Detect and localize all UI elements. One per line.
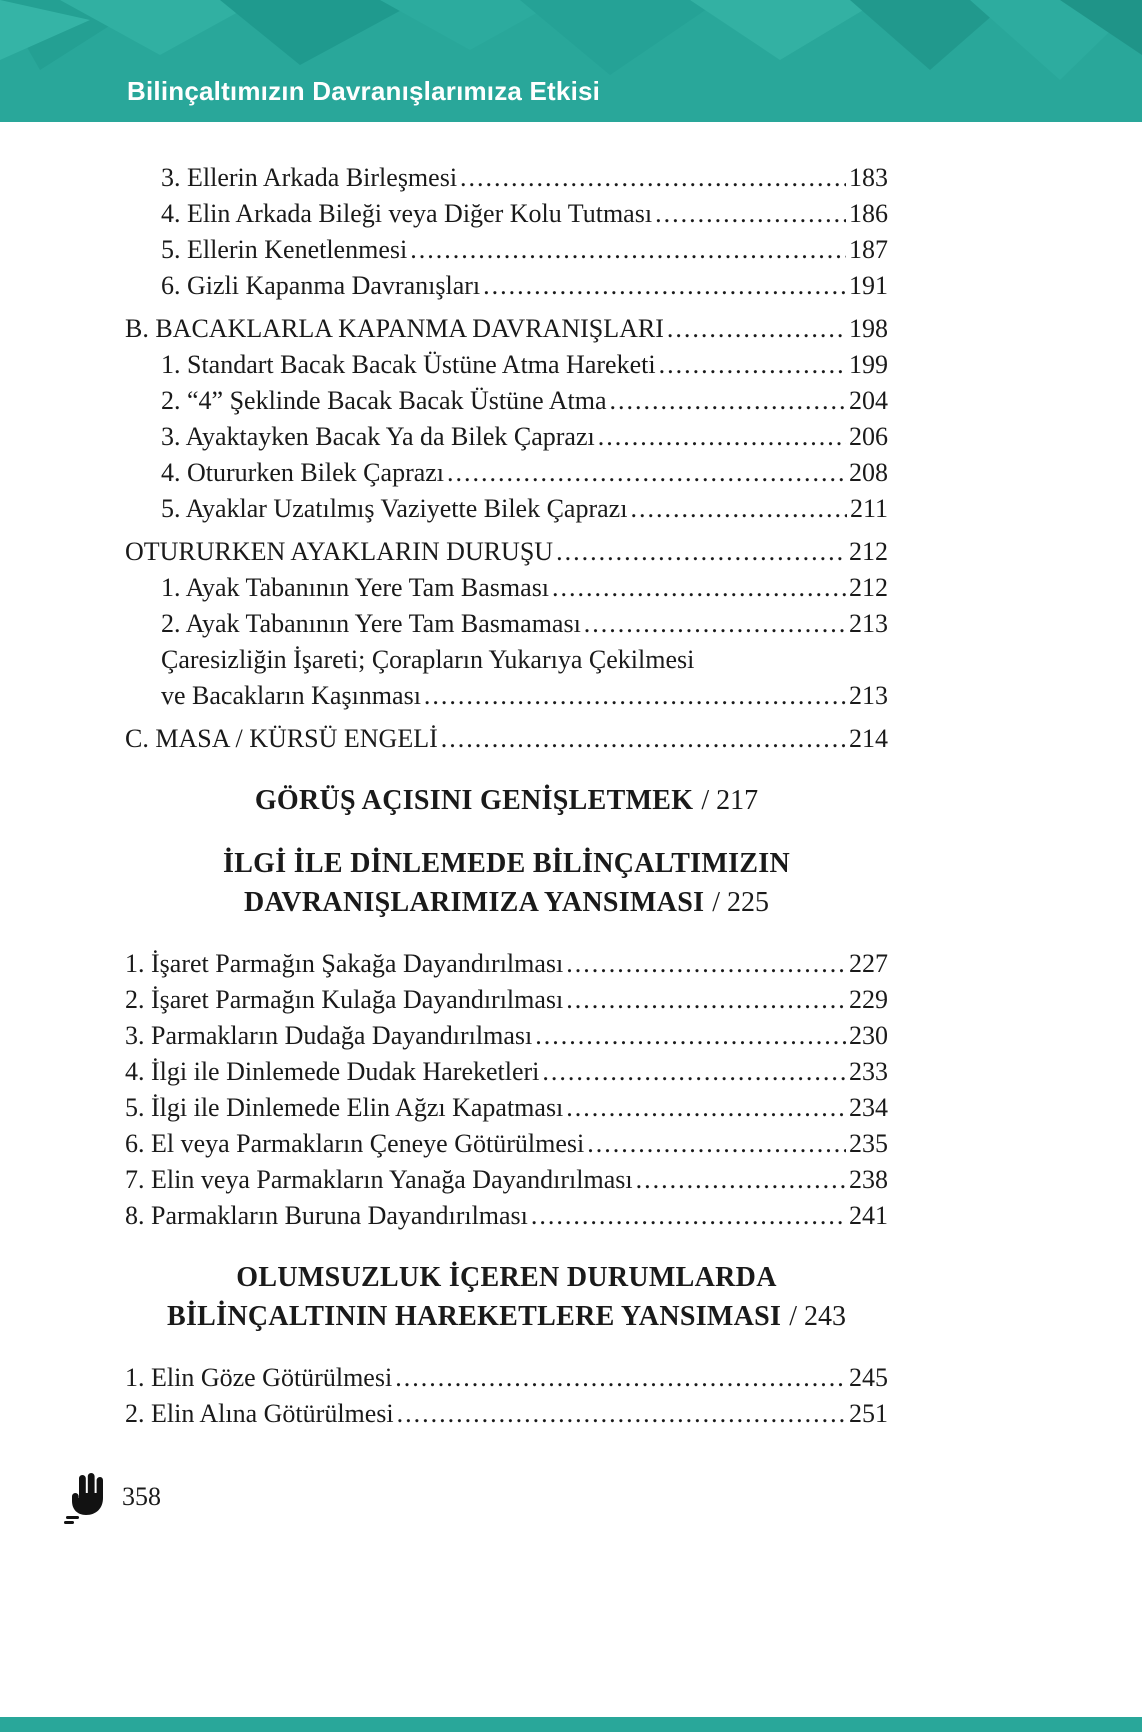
toc-entry bbox=[125, 347, 888, 383]
toc-entry bbox=[125, 455, 888, 491]
toc-entry-label: B. BACAKLARLA KAPANMA DAVRANIŞLARI bbox=[125, 314, 664, 343]
toc-leader-dots bbox=[556, 534, 846, 570]
toc-entry-page: 213 bbox=[849, 609, 888, 638]
toc-entry-page: 212 bbox=[849, 573, 888, 602]
toc-entry-label: 2. Elin Alına Götürülmesi bbox=[125, 1399, 394, 1428]
section-heading-line bbox=[125, 781, 888, 820]
toc-entry-page: 187 bbox=[849, 235, 888, 264]
toc-entry bbox=[125, 196, 888, 232]
toc-entry-label: 5. İlgi ile Dinlemede Elin Ağzı Kapatması bbox=[125, 1093, 564, 1122]
toc-entry-label: 1. Ayak Tabanının Yere Tam Basması bbox=[161, 573, 550, 602]
section-heading-text: GÖRÜŞ AÇISINI GENİŞLETMEK bbox=[254, 785, 694, 816]
toc-entry-page: 251 bbox=[849, 1399, 888, 1428]
toc-leader-dots bbox=[609, 383, 846, 419]
toc-entry-page: 204 bbox=[849, 386, 888, 415]
toc-entry-page: 198 bbox=[849, 314, 888, 343]
toc-entry bbox=[125, 311, 888, 347]
toc-entry bbox=[125, 1090, 888, 1126]
toc-entry bbox=[125, 1018, 888, 1054]
toc-entry-page: 214 bbox=[849, 724, 888, 753]
toc-entry-label: OTURURKEN AYAKLARIN DURUŞU bbox=[125, 537, 554, 566]
toc-entry-page: 241 bbox=[849, 1201, 888, 1230]
table-of-contents bbox=[125, 122, 888, 1432]
toc-entry bbox=[125, 1198, 888, 1234]
section-heading-line bbox=[125, 1297, 888, 1336]
toc-entry bbox=[125, 570, 888, 606]
toc-leader-dots bbox=[542, 1054, 846, 1090]
toc-leader-dots bbox=[447, 455, 846, 491]
toc-entry-label: 1. Elin Göze Götürülmesi bbox=[125, 1363, 393, 1392]
toc-entry bbox=[125, 606, 888, 642]
section-heading-line bbox=[125, 1258, 888, 1297]
toc-leader-dots bbox=[395, 1360, 846, 1396]
toc-entry bbox=[125, 1054, 888, 1090]
toc-entry-page: 206 bbox=[849, 422, 888, 451]
toc-leader-dots bbox=[531, 1198, 846, 1234]
section-heading-page: / 243 bbox=[789, 1301, 846, 1332]
toc-entry bbox=[125, 721, 888, 757]
toc-leader-dots bbox=[441, 721, 846, 757]
toc-entry bbox=[125, 1396, 888, 1432]
toc-entry-label: 3. Parmakların Dudağa Dayandırılması bbox=[125, 1021, 533, 1050]
toc-leader-dots bbox=[636, 1162, 846, 1198]
footer-page-number-row bbox=[62, 1468, 161, 1526]
toc-leader-dots bbox=[535, 1018, 846, 1054]
section-heading-line bbox=[125, 883, 888, 922]
toc-entry-label: 3. Ayaktayken Bacak Ya da Bilek Çaprazı bbox=[161, 422, 595, 451]
section-heading bbox=[125, 844, 888, 922]
toc-entry-label: ve Bacakların Kaşınması bbox=[161, 681, 421, 710]
toc-entry-page: 213 bbox=[849, 681, 888, 710]
toc-entry-page: 234 bbox=[849, 1093, 888, 1122]
toc-entry-label: 5. Ayaklar Uzatılmış Vaziyette Bilek Çaprazı bbox=[161, 494, 628, 523]
page-number: 358 bbox=[122, 1482, 161, 1511]
toc-leader-dots bbox=[552, 570, 846, 606]
section-heading bbox=[125, 781, 888, 820]
toc-entry bbox=[125, 642, 888, 678]
toc-leader-dots bbox=[667, 311, 846, 347]
toc-leader-dots bbox=[410, 232, 846, 268]
toc-entry-label: 6. El veya Parmakların Çeneye Götürülmesi bbox=[125, 1129, 585, 1158]
toc-entry-page: 229 bbox=[849, 985, 888, 1014]
toc-entry bbox=[125, 678, 888, 714]
toc-entry-label: 3. Ellerin Arkada Birleşmesi bbox=[161, 163, 458, 192]
toc-entry bbox=[125, 946, 888, 982]
toc-entry bbox=[125, 1360, 888, 1396]
toc-leader-dots bbox=[598, 419, 846, 455]
toc-entry-page: 191 bbox=[849, 271, 888, 300]
toc-entry-label: 1. Standart Bacak Bacak Üstüne Atma Hareketi bbox=[161, 350, 656, 379]
toc-leader-dots bbox=[397, 1396, 846, 1432]
toc-leader-dots bbox=[566, 1090, 846, 1126]
toc-entry bbox=[125, 982, 888, 1018]
page-footer-band bbox=[0, 1717, 1142, 1732]
toc-entry-label: 4. Elin Arkada Bileği veya Diğer Kolu Tutması bbox=[161, 199, 653, 228]
toc-entry bbox=[125, 1126, 888, 1162]
section-heading bbox=[125, 1258, 888, 1336]
toc-leader-dots bbox=[655, 196, 846, 232]
toc-leader-dots bbox=[566, 946, 846, 982]
section-heading-page: / 225 bbox=[712, 887, 769, 918]
toc-entry-label: 1. İşaret Parmağın Şakağa Dayandırılması bbox=[125, 949, 564, 978]
toc-leader-dots bbox=[483, 268, 846, 304]
toc-entry bbox=[125, 534, 888, 570]
toc-entry-label: 2. İşaret Parmağın Kulağa Dayandırılması bbox=[125, 985, 564, 1014]
toc-entry-page: 235 bbox=[849, 1129, 888, 1158]
toc-entry bbox=[125, 1162, 888, 1198]
page-header-band bbox=[0, 0, 1142, 122]
toc-entry bbox=[125, 232, 888, 268]
toc-entry-label: 8. Parmakların Buruna Dayandırılması bbox=[125, 1201, 528, 1230]
toc-entry-page: 238 bbox=[849, 1165, 888, 1194]
section-heading-page: / 217 bbox=[701, 785, 758, 816]
toc-entry bbox=[125, 419, 888, 455]
toc-entry-page: 183 bbox=[849, 163, 888, 192]
toc-leader-dots bbox=[584, 606, 846, 642]
toc-entry-page: 208 bbox=[849, 458, 888, 487]
toc-entry-label: 4. Otururken Bilek Çaprazı bbox=[161, 458, 445, 487]
toc-entry-label: 7. Elin veya Parmakların Yanağa Dayandırılması bbox=[125, 1165, 633, 1194]
toc-leader-dots bbox=[424, 678, 846, 714]
toc-leader-dots bbox=[587, 1126, 846, 1162]
section-heading-text: OLUMSUZLUK İÇEREN DURUMLARDA bbox=[236, 1262, 777, 1293]
running-header-title: Bilinçaltımızın Davranışlarımıza Etkisi bbox=[127, 76, 601, 106]
toc-entry bbox=[125, 268, 888, 304]
toc-entry-page: 199 bbox=[849, 350, 888, 379]
section-heading-text: DAVRANIŞLARIMIZA YANSIMASI bbox=[243, 887, 705, 918]
toc-entry bbox=[125, 160, 888, 196]
toc-entry-page: 245 bbox=[849, 1363, 888, 1392]
toc-entry-label: 2. Ayak Tabanının Yere Tam Basmaması bbox=[161, 609, 581, 638]
toc-leader-dots bbox=[566, 982, 846, 1018]
toc-entry-page: 212 bbox=[849, 537, 888, 566]
toc-entry-label: 6. Gizli Kapanma Davranışları bbox=[161, 271, 481, 300]
toc-entry-label: 4. İlgi ile Dinlemede Dudak Hareketleri bbox=[125, 1057, 540, 1086]
toc-entry-label: 5. Ellerin Kenetlenmesi bbox=[161, 235, 408, 264]
toc-leader-dots bbox=[659, 347, 846, 383]
toc-entry-label: 2. “4” Şeklinde Bacak Bacak Üstüne Atma bbox=[161, 386, 607, 415]
toc-entry bbox=[125, 383, 888, 419]
toc-entry-label: C. MASA / KÜRSÜ ENGELİ bbox=[125, 724, 438, 753]
toc-entry-page: 233 bbox=[849, 1057, 888, 1086]
toc-entry-page: 230 bbox=[849, 1021, 888, 1050]
publisher-logo-icon bbox=[62, 1468, 108, 1526]
section-heading-text: İLGİ İLE DİNLEMEDE BİLİNÇALTIMIZIN bbox=[223, 848, 790, 879]
section-heading-line bbox=[125, 844, 888, 883]
toc-leader-dots bbox=[630, 491, 847, 527]
toc-entry-page: 227 bbox=[849, 949, 888, 978]
toc-entry-page: 211 bbox=[849, 494, 888, 523]
toc-entry bbox=[125, 491, 888, 527]
toc-entry-page: 186 bbox=[849, 199, 888, 228]
section-heading-text: BİLİNÇALTININ HAREKETLERE YANSIMASI bbox=[166, 1301, 782, 1332]
toc-entry-label: Çaresizliğin İşareti; Çorapların Yukarıya Çekilmesi bbox=[161, 645, 695, 674]
toc-leader-dots bbox=[460, 160, 846, 196]
